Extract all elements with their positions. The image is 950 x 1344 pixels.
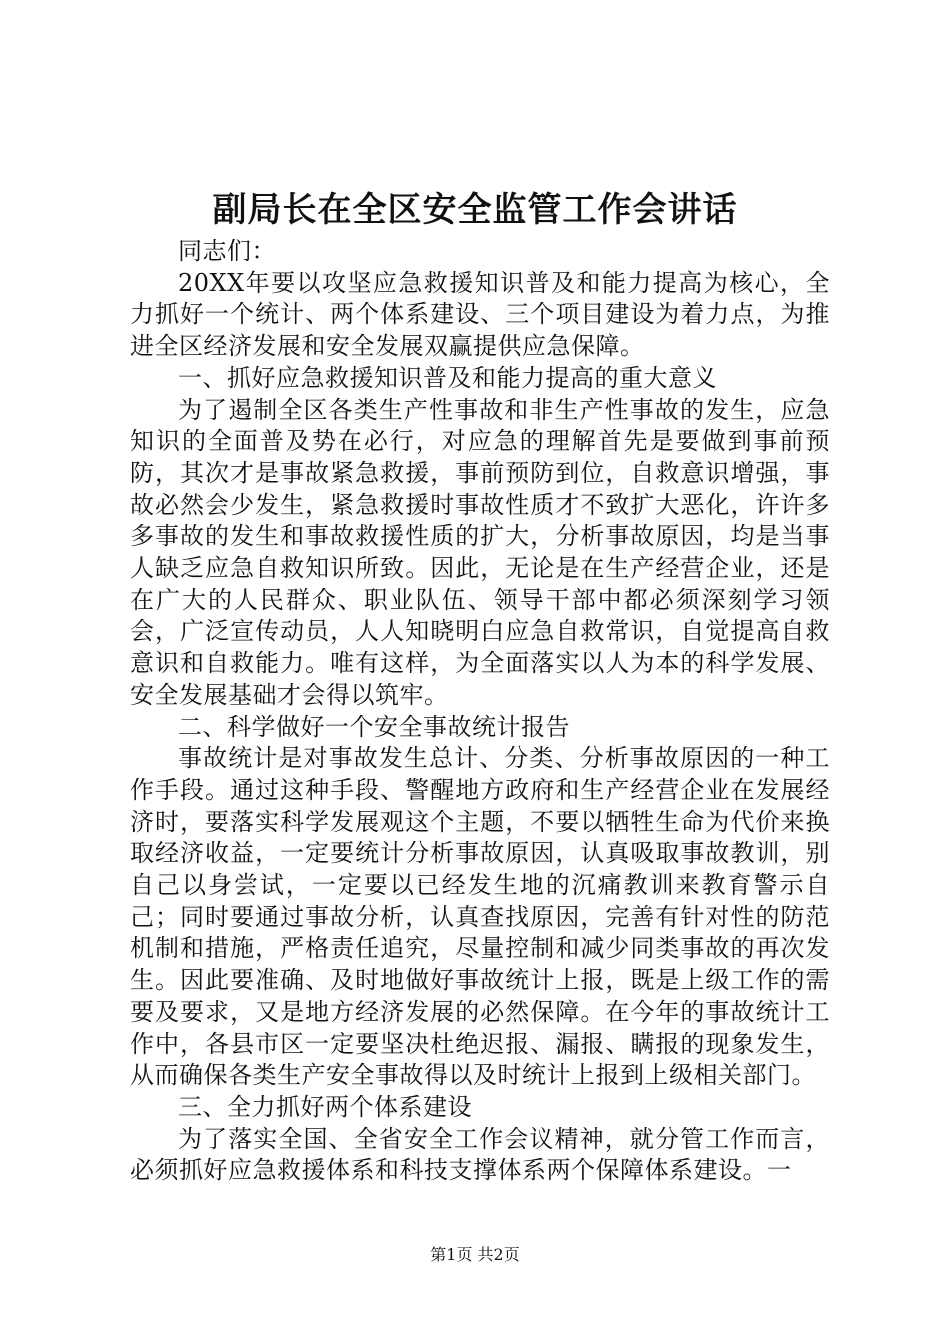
salutation: 同志们： <box>178 237 276 265</box>
section-paragraph-3: 为了落实全国、全省安全工作会议精神，就分管工作而言，必须抓好应急救援体系和科技支撑体系两个保障体系建设。一 <box>130 1124 830 1185</box>
document-body <box>130 236 830 1187</box>
section-heading-2: 二、科学做好一个安全事故统计报告 <box>178 712 570 741</box>
document-title: 副局长在全区安全监管工作会讲话 <box>212 190 738 230</box>
intro-paragraph: 20XX年要以攻坚应急救援知识普及和能力提高为核心，全力抓好一个统计、两个体系建设、三个项目建设为着力点，为推进全区经济发展和安全发展双赢提供应急保障。 <box>130 268 830 361</box>
section-paragraph-1: 为了遏制全区各类生产性事故和非生产性事故的发生，应急知识的全面普及势在必行，对应急的理解首先是要做到事前预防，其次才是事故紧急救援，事前预防到位，自救意识增强，事故必然会少发生，紧急救援时事故性质才不致扩大恶化，许许多多事故的发生和事故救援性质的扩大，分析事故原因，均是当事人缺乏应急自救知识所致。因此，无论是在生产经营企业，还是在广大的人民群众、职业队伍、领导干部中都必须深刻学习领会，广泛宣传动员，人人知晓明白应急自救常识，自觉提高自救意识和自救能力。唯有这样，为全面落实以人为本的科学发展、安全发展基础才会得以筑牢。 <box>130 395 830 709</box>
page-footer: 第1页 共2页 <box>430 1245 520 1264</box>
section-heading-3: 三、全力抓好两个体系建设 <box>178 1092 472 1121</box>
section-heading-1: 一、抓好应急救援知识普及和能力提高的重大意义 <box>178 363 717 392</box>
section-paragraph-2: 事故统计是对事故发生总计、分类、分析事故原因的一种工作手段。通过这种手段、警醒地方政府和生产经营企业在发展经济时，要落实科学发展观这个主题，不要以牺牲生命为代价来换取经济收益，一定要统计分析事故原因，认真吸取事故教训，别自己以身尝试，一定要以已经发生地的沉痛教训来教育警示自己；同时要通过事故分析，认真查找原因，完善有针对性的防范机制和措施，严格责任追究，尽量控制和减少同类事故的再次发生。因此要准确、及时地做好事故统计上报，既是上级工作的需要及要求，又是地方经济发展的必然保障。在今年的事故统计工作中，各县市区一定要坚决杜绝迟报、漏报、瞒报的现象发生，从而确保各类生产安全事故得以及时统计上报到上级相关部门。 <box>130 744 830 1090</box>
